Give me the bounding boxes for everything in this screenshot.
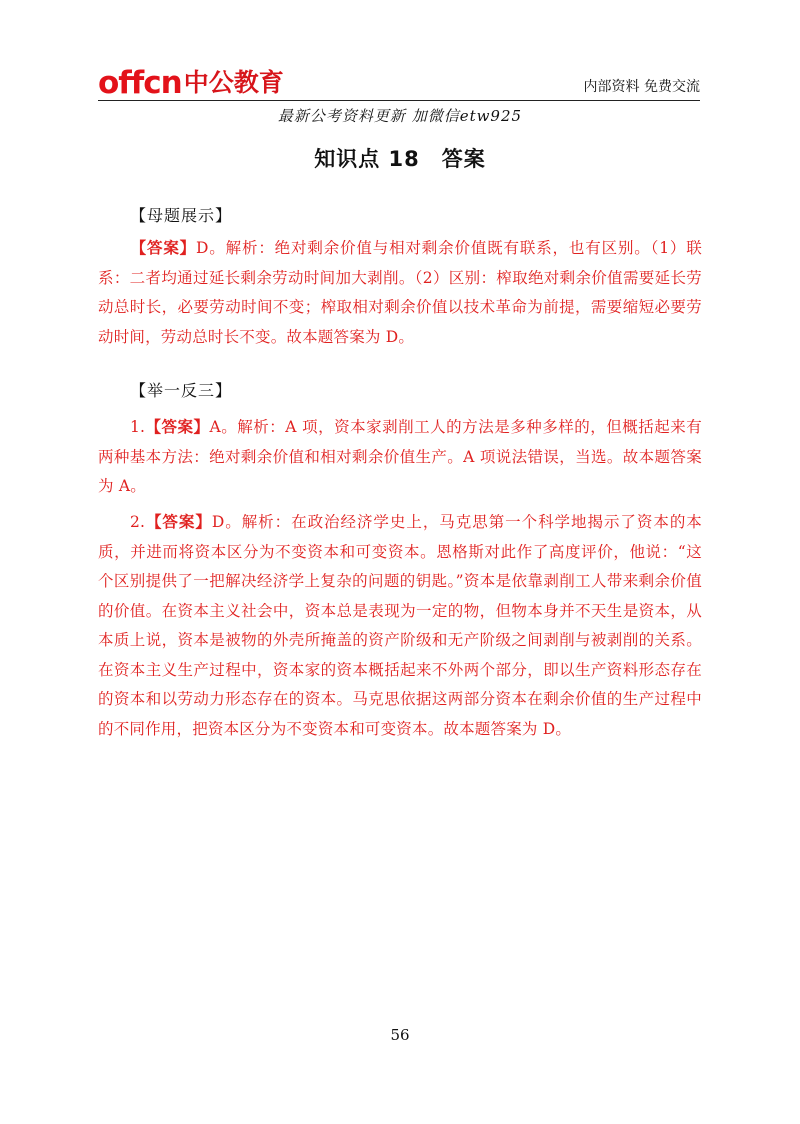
practice-answer-1 [98, 412, 702, 502]
mother-answer-text: D。解析：绝对剩余价值与相对剩余价值既有联系，也有区别。（1）联系：二者均通过延长剩余劳动时间加大剥削。（2）区别：榨取绝对剩余价值需要延长劳动总时长，必要劳动时间不变；榨取相对剩余价值以技术革命为前提，需要缩短必要劳动时间，劳动总时长不变。故本题答案为 D。 [98, 239, 702, 346]
logo-chinese-text: 中公教育 [183, 68, 284, 97]
mother-answer-paragraph [98, 233, 702, 352]
offcn-logo [98, 62, 284, 100]
answer-tag: 【答案】 [145, 417, 210, 436]
item-number: 1. [130, 418, 146, 436]
logo-latin-text: offcn [98, 65, 182, 101]
header-right-label: 内部资料 免费交流 [583, 79, 700, 95]
answer-tag: 【答案】 [145, 512, 212, 531]
page-number: 56 [390, 1026, 410, 1044]
section-heading-practice: 【举一反三】 [130, 381, 233, 400]
notice-line: 最新公考资料更新 加微信etw925 [277, 107, 523, 125]
section-heading-mother: 【母题展示】 [130, 206, 233, 225]
practice-answer-2 [98, 507, 702, 744]
page-title: 知识点 18 答案 [314, 147, 486, 171]
header-divider [98, 100, 700, 101]
page-header [98, 62, 700, 100]
practice-answer-1-text: A。解析：A 项，资本家剥削工人的方法是多种多样的，但概括起来有两种基本方法：绝对剩余价值和相对剩余价值生产。A 项说法错误，当选。故本题答案为 A。 [98, 418, 702, 495]
answer-tag: 【答案】 [130, 238, 197, 257]
practice-answer-2-text: D。解析：在政治经济学史上，马克思第一个科学地揭示了资本的本质，并进而将资本区分为不变资本和可变资本。恩格斯对此作了高度评价，他说：“这个区别提供了一把解决经济学上复杂的问题的钥匙。”资本是依靠剥削工人带来剩余价值的价值。在资本主义社会中，资本总是表现为一定的物，但物本身并不天生是资本，从本质上说，资本是被物的外壳所掩盖的资产阶级和无产阶级之间剥削与被剥削的关系。在资本主义生产过程中，资本家的资本概括起来不外两个部分，即以生产资料形态存在的资本和以劳动力形态存在的资本。马克思依据这两部分资本在剩余价值的生产过程中的不同作用，把资本区分为不变资本和可变资本。故本题答案为 D。 [98, 513, 702, 738]
item-number: 2. [130, 513, 146, 531]
